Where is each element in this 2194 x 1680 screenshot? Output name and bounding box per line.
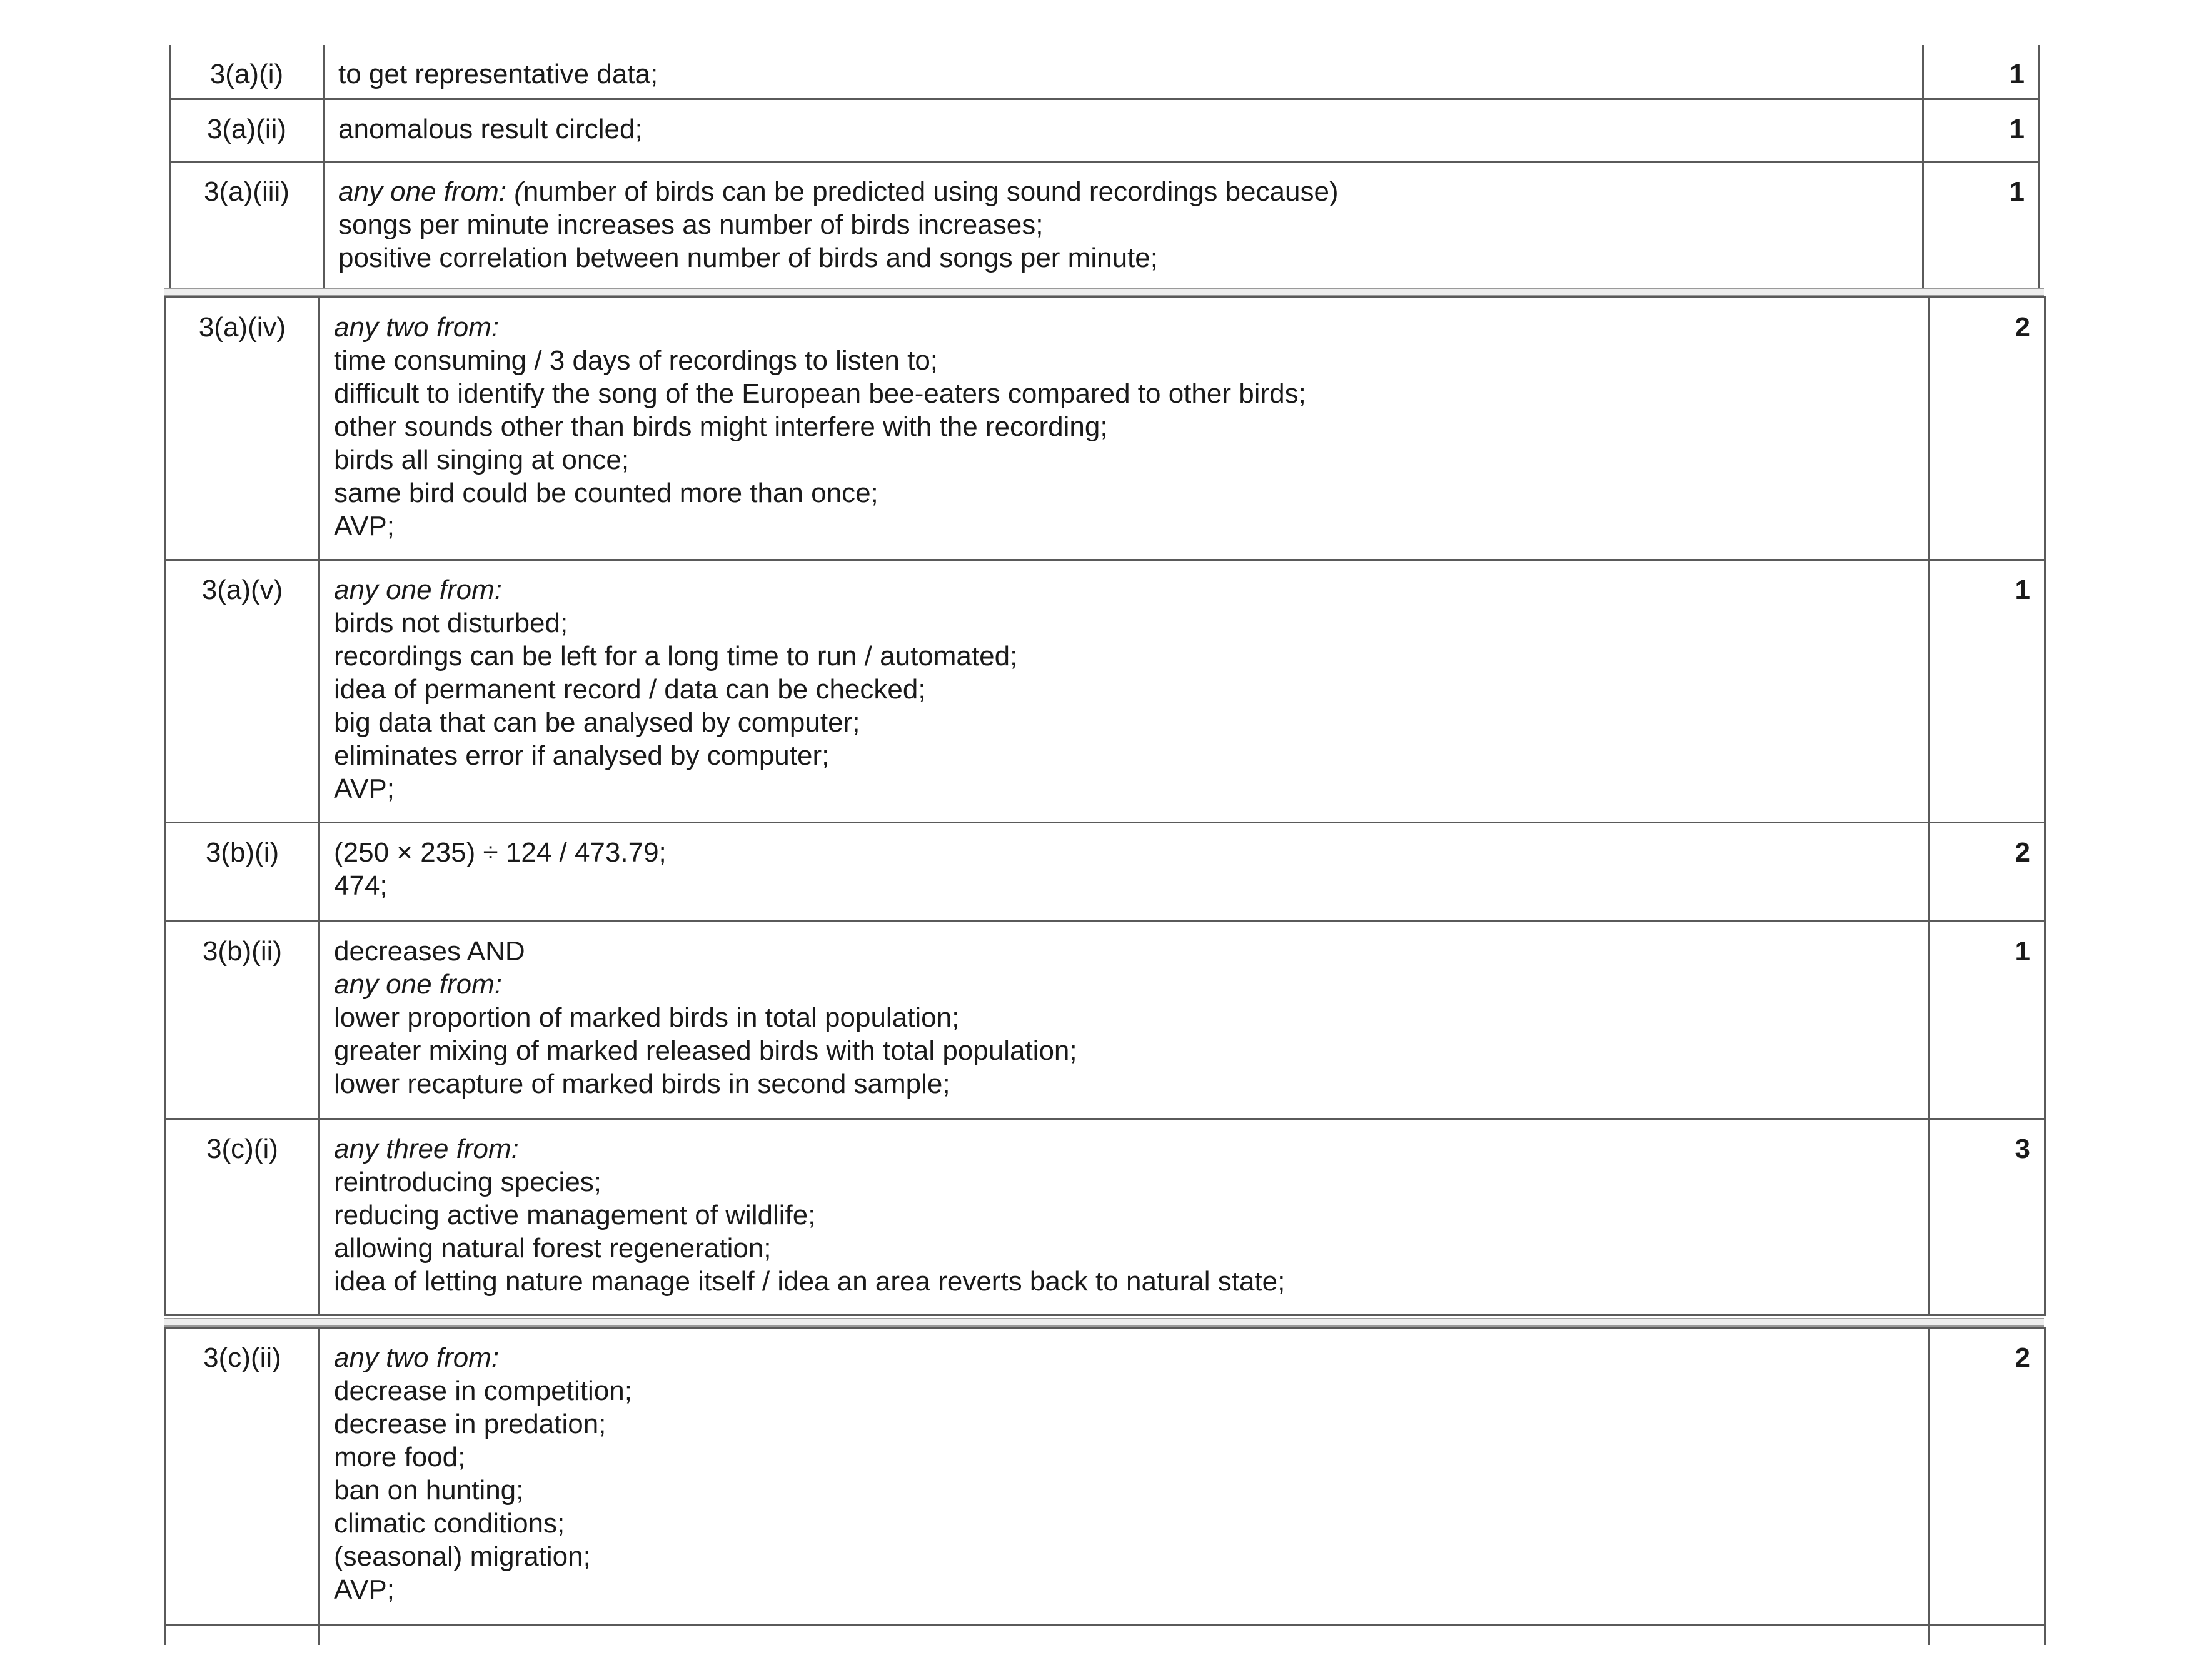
question-number: 3(a)(iii)	[170, 162, 324, 292]
answer-lead: any three from:	[334, 1134, 519, 1164]
answer-line: more food;	[334, 1442, 466, 1472]
answer-line: 474;	[334, 870, 388, 901]
empty-cell	[1929, 1626, 2045, 1646]
answer-line: other sounds other than birds might interfere with the recording;	[334, 411, 1108, 442]
question-number: 3(c)(ii)	[166, 1328, 320, 1626]
answer-lead-line	[338, 175, 1910, 208]
table-row	[170, 99, 2040, 162]
answer-line: eliminates error if analysed by computer;	[334, 740, 830, 771]
mark-scheme-table-bottom	[164, 1327, 2046, 1645]
mark-scheme-table-middle	[164, 296, 2046, 1316]
answer-lead: any two from:	[334, 1342, 500, 1373]
answer-line: idea of letting nature manage itself / idea an area reverts back to natural state;	[334, 1266, 1286, 1297]
question-number: 3(b)(ii)	[166, 922, 320, 1119]
question-number: 3(a)(ii)	[170, 99, 324, 162]
answer-cell	[320, 298, 1929, 560]
answer-line: (seasonal) migration;	[334, 1541, 591, 1572]
marks-cell: 2	[1929, 298, 2045, 560]
table-row	[166, 823, 2045, 922]
answer-line: AVP;	[334, 511, 395, 541]
table-row	[166, 1328, 2045, 1626]
answer-cell	[320, 1328, 1929, 1626]
answer-line: reducing active management of wildlife;	[334, 1200, 816, 1230]
answer-cell	[320, 560, 1929, 823]
answer-line: greater mixing of marked released birds with total population;	[334, 1035, 1077, 1066]
marks-cell: 1	[1929, 922, 2045, 1119]
answer-line: decreases AND	[334, 936, 525, 967]
answer-line: birds not disturbed;	[334, 608, 568, 638]
answer-lead: any one from:	[334, 969, 503, 1000]
answer-cell	[324, 45, 1923, 99]
table-row	[166, 922, 2045, 1119]
answer-line: idea of permanent record / data can be checked;	[334, 674, 926, 705]
question-number: 3(a)(iv)	[166, 298, 320, 560]
answer-cell	[324, 99, 1923, 162]
answer-line: to get representative data;	[338, 59, 658, 89]
marks-cell: 1	[1923, 99, 2040, 162]
answer-cell	[324, 162, 1923, 292]
question-number: 3(b)(i)	[166, 823, 320, 922]
answer-lead-rest: number of birds can be predicted using sound recordings because)	[523, 176, 1339, 207]
table-divider	[164, 1318, 2044, 1327]
answer-line: allowing natural forest regeneration;	[334, 1233, 772, 1264]
question-number: 3(a)(i)	[170, 45, 324, 99]
answer-line: lower recapture of marked birds in second sample;	[334, 1069, 950, 1099]
empty-cell	[320, 1626, 1929, 1646]
table-divider	[164, 288, 2044, 296]
answer-lead: any one from:	[334, 575, 503, 605]
answer-cell	[320, 922, 1929, 1119]
answer-line: reintroducing species;	[334, 1167, 602, 1197]
answer-line: ban on hunting;	[334, 1475, 524, 1506]
table-row	[166, 298, 2045, 560]
answer-line: climatic conditions;	[334, 1508, 565, 1539]
answer-line: anomalous result circled;	[338, 114, 643, 144]
marks-cell: 3	[1929, 1119, 2045, 1315]
answer-line: same bird could be counted more than once;	[334, 478, 878, 508]
answer-line: decrease in predation;	[334, 1409, 606, 1439]
marks-cell: 2	[1929, 823, 2045, 922]
answer-line: AVP;	[334, 1574, 395, 1605]
answer-line: birds all singing at once;	[334, 445, 630, 475]
table-row	[166, 1119, 2045, 1315]
answer-line: time consuming / 3 days of recordings to listen to;	[334, 345, 938, 376]
answer-cell	[320, 823, 1929, 922]
answer-lead: any two from:	[334, 312, 500, 343]
question-number: 3(c)(i)	[166, 1119, 320, 1315]
answer-line: big data that can be analysed by computer;	[334, 707, 860, 738]
answer-line: decrease in competition;	[334, 1376, 632, 1406]
table-row	[166, 560, 2045, 823]
marks-cell: 2	[1929, 1328, 2045, 1626]
marks-cell: 1	[1923, 162, 2040, 292]
answer-line: (250 × 235) ÷ 124 / 473.79;	[334, 837, 667, 868]
answer-lead: any one from: (	[338, 176, 523, 207]
answer-line: songs per minute increases as number of birds increases;	[338, 209, 1044, 240]
answer-line: positive correlation between number of birds and songs per minute;	[338, 243, 1158, 273]
mark-scheme-table-top	[169, 45, 2040, 293]
marks-cell: 1	[1929, 560, 2045, 823]
table-row	[170, 45, 2040, 99]
empty-cell	[166, 1626, 320, 1646]
answer-line: AVP;	[334, 773, 395, 804]
answer-line: difficult to identify the song of the European bee-eaters compared to other birds;	[334, 378, 1306, 409]
answer-line: recordings can be left for a long time to run / automated;	[334, 641, 1018, 671]
marks-cell: 1	[1923, 45, 2040, 99]
answer-line: lower proportion of marked birds in total population;	[334, 1002, 960, 1033]
answer-cell	[320, 1119, 1929, 1315]
question-number: 3(a)(v)	[166, 560, 320, 823]
table-row-continuation	[166, 1626, 2045, 1646]
table-row	[170, 162, 2040, 292]
